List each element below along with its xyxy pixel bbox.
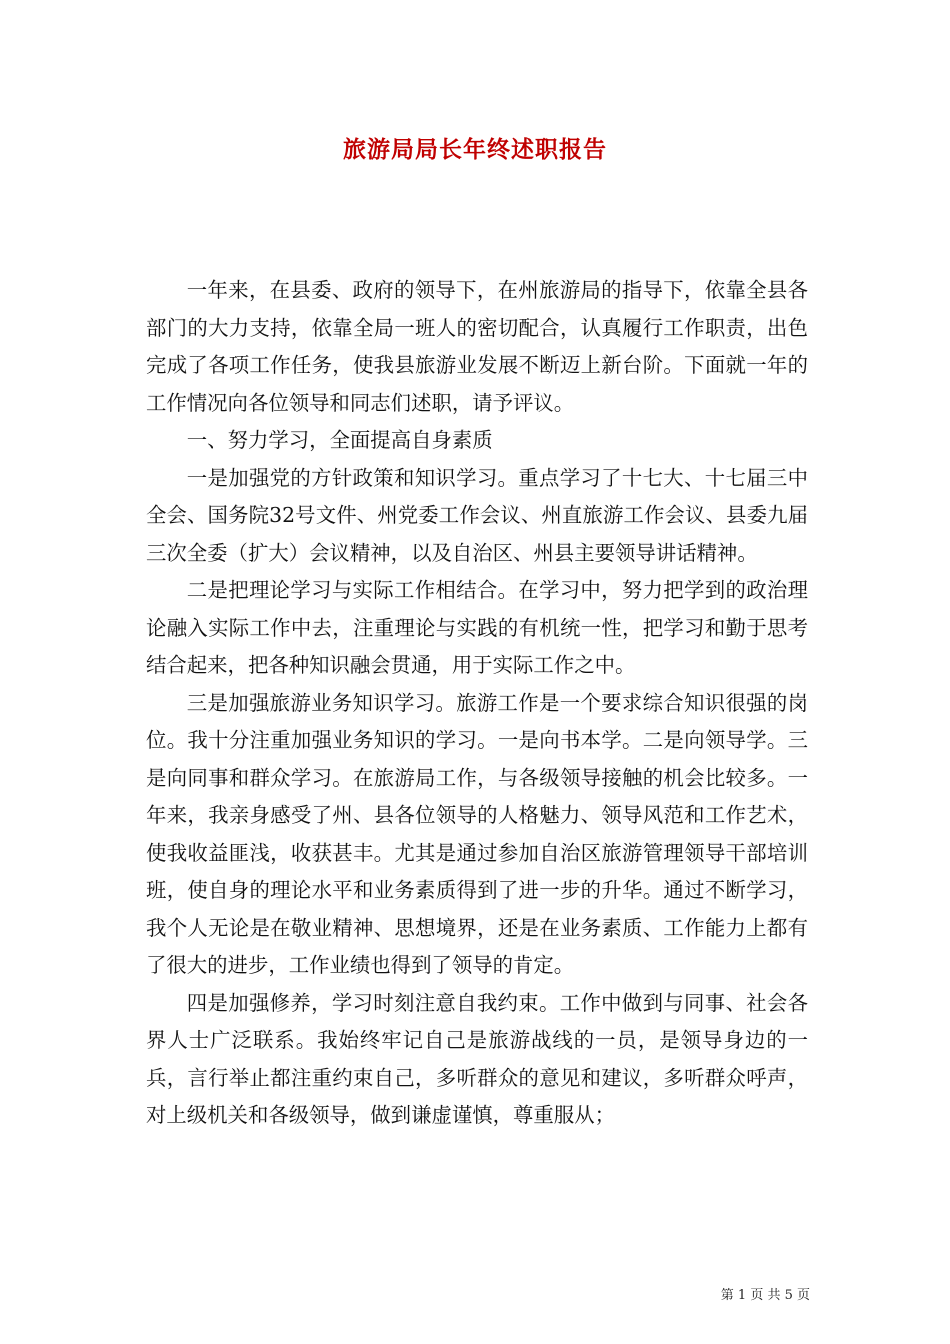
paragraph-3: 三是加强旅游业务知识学习。旅游工作是一个要求综合知识很强的岗位。我十分注重加强业务知识的学习。一是向书本学。二是向领导学。三是向同事和群众学习。在旅游局工作，与各级领导接触的机会比较多。一年来，我亲身感受了州、县各位领导的人格魅力、领导风范和工作艺术，使我收益匪浅，收获甚丰。尤其是通过参加自治区旅游管理领导干部培训班，使自身的理论水平和业务素质得到了进一步的升华。通过不断学习，我个人无论是在敬业精神、思想境界，还是在业务素质、工作能力上都有了很大的进步，工作业绩也得到了领导的肯定。 [146,690,808,977]
document-body [146,272,808,1135]
paragraph-2: 二是把理论学习与实际工作相结合。在学习中，努力把学到的政治理论融入实际工作中去，注重理论与实践的有机统一性，把学习和勤于思考结合起来，把各种知识融会贯通，用于实际工作之中。 [146,578,808,677]
section-heading-1: 一、努力学习，全面提高自身素质 [186,428,493,452]
document-title: 旅游局局长年终述职报告 [343,136,607,163]
paragraph-intro: 一年来，在县委、政府的领导下，在州旅游局的指导下，依靠全县各部门的大力支持，依靠全局一班人的密切配合，认真履行工作职责，出色完成了各项工作任务，使我县旅游业发展不断迈上新台阶。下面就一年的工作情况向各位领导和同志们述职，请予评议。 [146,278,808,415]
paragraph-1: 一是加强党的方针政策和知识学习。重点学习了十七大、十七届三中全会、国务院32号文件、州党委工作会议、州直旅游工作会议、县委九届三次全委（扩大）会议精神，以及自治区、州县主要领导讲话精神。 [146,465,808,565]
page-number-footer: 第 1 页 共 5 页 [720,1288,810,1303]
paragraph-4: 四是加强修养，学习时刻注意自我约束。工作中做到与同事、社会各界人士广泛联系。我始终牢记自己是旅游战线的一员，是领导身边的一兵，言行举止都注重约束自己，多听群众的意见和建议，多听群众呼声，对上级机关和各级领导，做到谦虚谨慎，尊重服从； [146,990,808,1127]
